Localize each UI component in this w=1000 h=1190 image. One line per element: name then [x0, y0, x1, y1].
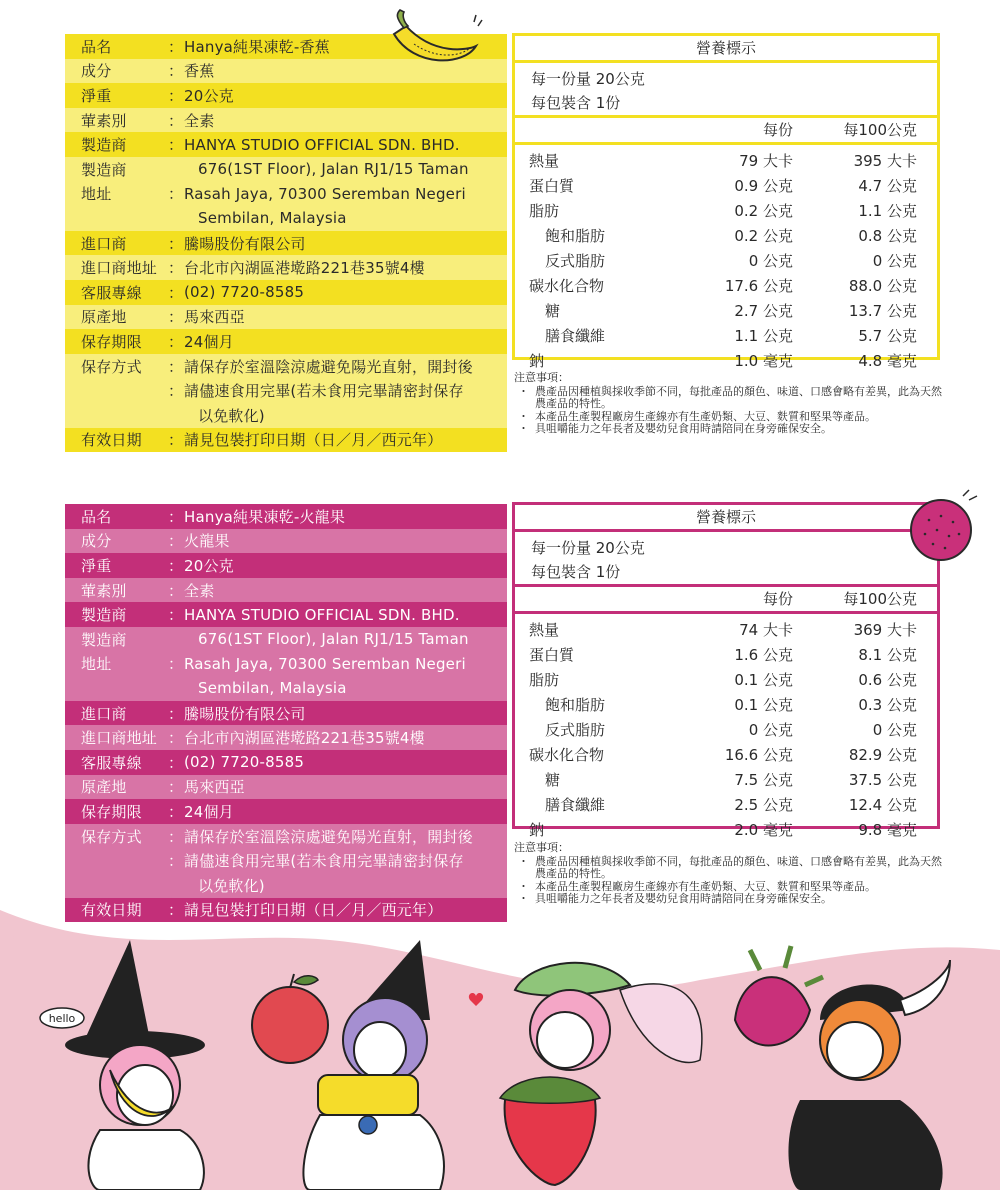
nutrient-per-100g: 9.8 毫克 — [858, 821, 917, 839]
info-label: 進口商 — [81, 704, 127, 723]
note-item — [514, 856, 944, 881]
info-colon: ： — [168, 62, 184, 81]
info-row — [65, 280, 507, 305]
nutrient-per-100g: 1.1 公克 — [858, 202, 917, 220]
nutrient-per-100g: 0.6 公克 — [858, 671, 917, 689]
notes-heading: 注意事項： — [514, 371, 569, 384]
info-label: 地址 — [81, 185, 112, 204]
banana-icon — [384, 6, 484, 68]
nutrient-per-serving: 0.1 公克 — [734, 671, 793, 689]
serving-size: 每一份量 20公克 — [531, 539, 645, 557]
header-per-serving: 每份 — [762, 590, 793, 608]
info-row — [65, 428, 507, 453]
info-colon: ： — [168, 532, 184, 551]
nutrient-per-100g: 0.8 公克 — [858, 227, 917, 245]
info-value: 台北市內湖區港墘路221巷35號4樓 — [184, 729, 425, 748]
nutrient-name: 膳食纖維 — [545, 796, 606, 814]
info-value: 香蕉 — [184, 62, 215, 81]
info-row — [65, 750, 507, 775]
info-value: HANYA STUDIO OFFICIAL SDN. BHD. — [184, 135, 460, 154]
info-row — [65, 602, 507, 627]
info-colon: ： — [168, 729, 184, 748]
note-text: 具咀嚼能力之年長者及嬰幼兒食用時請陪同在身旁確保安全。 — [535, 422, 832, 435]
info-label: 品名 — [81, 37, 112, 56]
info-value: 676(1ST Floor), Jalan RJ1/15 Taman — [198, 630, 469, 649]
info-label: 有效日期 — [81, 901, 142, 920]
info-value: Hanya純果凍乾-火龍果 — [184, 507, 346, 526]
info-label: 客服專線 — [81, 283, 142, 302]
nutrient-name: 脂肪 — [529, 202, 560, 220]
info-colon: ： — [168, 802, 184, 821]
nutrition-row — [515, 224, 937, 249]
info-value: Sembilan, Malaysia — [198, 679, 347, 698]
characters-illustration — [0, 900, 1000, 1190]
info-value: 請保存於室溫陰涼處避免陽光直射，開封後 — [184, 357, 473, 376]
info-row — [65, 206, 507, 231]
nutrient-per-100g: 82.9 公克 — [848, 746, 917, 764]
info-row — [65, 329, 507, 354]
nutrition-row — [515, 149, 937, 174]
nutrient-per-100g: 369 大卡 — [853, 621, 917, 639]
note-bullet: ・ — [518, 892, 529, 905]
nutrient-per-serving: 1.1 公克 — [734, 327, 793, 345]
info-value: 騰暘股份有限公司 — [184, 704, 306, 723]
nutrient-per-serving: 0 公克 — [748, 252, 793, 270]
nutrition-row — [515, 174, 937, 199]
apple-icon — [252, 987, 328, 1063]
note-bullet: ・ — [518, 879, 529, 893]
info-value: 請見包裝打印日期（日／月／西元年） — [184, 901, 443, 920]
info-row — [65, 652, 507, 677]
note-bullet: ・ — [518, 422, 529, 435]
nutrition-table-banana — [512, 33, 940, 370]
info-colon: ： — [168, 753, 184, 772]
info-colon: ： — [168, 827, 184, 846]
info-value: Rasah Jaya, 70300 Seremban Negeri — [184, 654, 466, 673]
info-row — [65, 378, 507, 403]
info-row — [65, 848, 507, 873]
info-value: 請保存於室溫陰涼處避免陽光直射，開封後 — [184, 827, 473, 846]
info-row — [65, 231, 507, 256]
note-text: 具咀嚼能力之年長者及嬰幼兒食用時請陪同在身旁確保安全。 — [535, 892, 832, 905]
servings-per-pack: 每包裝含 1份 — [531, 563, 621, 581]
nutrition-row — [515, 199, 937, 224]
nutrient-name: 鈉 — [529, 352, 545, 370]
info-row — [65, 701, 507, 726]
nutrition-row — [515, 718, 937, 743]
info-value: Sembilan, Malaysia — [198, 209, 347, 228]
nutrient-name: 碳水化合物 — [529, 277, 605, 295]
nutrient-name: 蛋白質 — [529, 646, 575, 664]
nutrient-per-serving: 2.7 公克 — [734, 302, 793, 320]
nutrient-per-100g: 88.0 公克 — [848, 277, 917, 295]
info-colon: ： — [168, 283, 184, 302]
info-colon: ： — [168, 382, 184, 401]
nutrient-per-serving: 7.5 公克 — [734, 771, 793, 789]
info-value: 24個月 — [184, 802, 234, 821]
nutrient-per-100g: 8.1 公克 — [858, 646, 917, 664]
info-value: 24個月 — [184, 332, 234, 351]
nutrient-name: 脂肪 — [529, 671, 560, 689]
info-row — [65, 873, 507, 898]
nutrient-per-serving: 79 大卡 — [739, 152, 793, 170]
nutrient-per-serving: 2.0 毫克 — [734, 821, 793, 839]
nutrient-per-100g: 37.5 公克 — [848, 771, 917, 789]
product-info-table-banana — [65, 34, 507, 452]
nutrition-row — [515, 349, 937, 374]
nutrition-title: 營養標示 — [695, 508, 756, 526]
info-label: 製造商 — [81, 606, 127, 625]
info-value: 請見包裝打印日期（日／月／西元年） — [184, 431, 443, 450]
nutrition-header — [515, 587, 937, 611]
nutrient-name: 碳水化合物 — [529, 746, 605, 764]
info-label: 製造商 — [81, 160, 127, 179]
nutrient-name: 鈉 — [529, 821, 545, 839]
nutrient-per-serving: 1.0 毫克 — [734, 352, 793, 370]
nutrient-per-100g: 12.4 公克 — [848, 796, 917, 814]
info-row — [65, 403, 507, 428]
info-row — [65, 354, 507, 379]
info-label: 保存方式 — [81, 827, 142, 846]
nutrient-per-serving: 0.2 公克 — [734, 227, 793, 245]
note-bullet: ・ — [518, 854, 529, 868]
nutrient-name: 糖 — [545, 302, 561, 320]
info-row — [65, 529, 507, 554]
info-colon: ： — [168, 111, 184, 130]
info-colon: ： — [168, 37, 184, 56]
info-colon: ： — [168, 852, 184, 871]
info-colon: ： — [168, 234, 184, 253]
info-colon: ： — [168, 556, 184, 575]
nutrition-row — [515, 618, 937, 643]
info-label: 成分 — [81, 62, 112, 81]
info-row — [65, 157, 507, 182]
notes-heading: 注意事項： — [514, 841, 569, 854]
nutrient-name: 蛋白質 — [529, 177, 575, 195]
header-per-100g: 每100公克 — [843, 590, 917, 608]
nutrient-per-100g: 0 公克 — [872, 252, 917, 270]
nutrient-per-serving: 17.6 公克 — [724, 277, 793, 295]
info-colon: ： — [168, 704, 184, 723]
info-row — [65, 578, 507, 603]
info-value: 以免軟化) — [198, 876, 265, 895]
nutrition-row — [515, 324, 937, 349]
info-row — [65, 305, 507, 330]
info-value: Hanya純果凍乾-香蕉 — [184, 37, 330, 56]
note-bullet: ・ — [518, 409, 529, 423]
info-label: 有效日期 — [81, 431, 142, 450]
dragonfruit-icon — [905, 486, 995, 566]
nutrition-header — [515, 118, 937, 142]
note-item — [514, 423, 944, 436]
header-per-serving: 每份 — [762, 121, 793, 139]
info-label: 進口商 — [81, 234, 127, 253]
info-value: 請儘速食用完畢(若未食用完畢請密封保存 — [184, 382, 464, 401]
info-colon: ： — [168, 86, 184, 105]
info-colon: ： — [168, 136, 184, 155]
info-value: 676(1ST Floor), Jalan RJ1/15 Taman — [198, 160, 469, 179]
info-label: 地址 — [81, 655, 112, 674]
nutrition-row — [515, 693, 937, 718]
info-row — [65, 553, 507, 578]
info-colon: ： — [168, 185, 184, 204]
nutrient-name: 反式脂肪 — [545, 252, 606, 270]
nutrient-per-serving: 1.6 公克 — [734, 646, 793, 664]
speech-bubble-text: hello — [48, 1012, 76, 1025]
info-value: (02) 7720-8585 — [184, 753, 305, 772]
nutrition-title: 營養標示 — [695, 39, 756, 57]
info-label: 保存期限 — [81, 332, 142, 351]
note-bullet: ・ — [518, 384, 529, 398]
nutrient-name: 糖 — [545, 771, 561, 789]
info-value: 馬來西亞 — [184, 308, 245, 327]
info-row — [65, 799, 507, 824]
nutrition-row — [515, 768, 937, 793]
info-label: 進口商地址 — [81, 729, 158, 748]
note-text: 農產品因種植與採收季節不同，每批產品的顏色、味道、口感會略有差異，此為天然農產品的特性。 — [535, 384, 942, 410]
nutrient-name: 飽和脂肪 — [545, 696, 606, 714]
info-row — [65, 676, 507, 701]
info-colon: ： — [168, 308, 184, 327]
info-row — [65, 83, 507, 108]
info-row — [65, 255, 507, 280]
note-text: 本產品生產製程廠房生產線亦有生產奶類、大豆、麩質和堅果等產品。 — [535, 879, 876, 893]
info-value: 騰暘股份有限公司 — [184, 234, 306, 253]
info-value: 台北市內湖區港墘路221巷35號4樓 — [184, 259, 425, 278]
info-colon: ： — [168, 901, 184, 920]
info-colon: ： — [168, 778, 184, 797]
info-colon: ： — [168, 507, 184, 526]
info-colon: ： — [168, 259, 184, 278]
nutrient-per-serving: 0.1 公克 — [734, 696, 793, 714]
info-value: 馬來西亞 — [184, 778, 245, 797]
info-colon: ： — [168, 606, 184, 625]
info-colon: ： — [168, 332, 184, 351]
serving-size: 每一份量 20公克 — [531, 70, 645, 88]
info-value: 全素 — [184, 111, 215, 130]
nutrient-name: 膳食纖維 — [545, 327, 606, 345]
info-row — [65, 132, 507, 157]
note-item — [514, 386, 944, 411]
info-label: 製造商 — [81, 630, 127, 649]
info-value: 20公克 — [184, 556, 234, 575]
nutrient-per-100g: 4.8 毫克 — [858, 352, 917, 370]
info-row — [65, 108, 507, 133]
info-label: 原產地 — [81, 778, 127, 797]
info-value: 以免軟化) — [198, 406, 265, 425]
nutrient-per-serving: 2.5 公克 — [734, 796, 793, 814]
nutrient-per-100g: 13.7 公克 — [848, 302, 917, 320]
header-blank — [515, 587, 705, 611]
info-value: (02) 7720-8585 — [184, 283, 305, 302]
info-row — [65, 725, 507, 750]
nutrient-name: 飽和脂肪 — [545, 227, 606, 245]
info-colon: ： — [168, 357, 184, 376]
info-label: 葷素別 — [81, 111, 127, 130]
nutrient-per-serving: 0.9 公克 — [734, 177, 793, 195]
info-label: 進口商地址 — [81, 259, 158, 278]
info-label: 製造商 — [81, 136, 127, 155]
info-value: 請儘速食用完畢(若未食用完畢請密封保存 — [184, 852, 464, 871]
nutrition-row — [515, 643, 937, 668]
info-row — [65, 627, 507, 652]
nutrient-per-100g: 395 大卡 — [853, 152, 917, 170]
info-colon: ： — [168, 431, 184, 450]
info-colon: ： — [168, 581, 184, 600]
info-value: Rasah Jaya, 70300 Seremban Negeri — [184, 184, 466, 203]
servings-per-pack: 每包裝含 1份 — [531, 94, 621, 112]
info-label: 原產地 — [81, 308, 127, 327]
info-label: 保存期限 — [81, 802, 142, 821]
nutrient-per-serving: 74 大卡 — [739, 621, 793, 639]
nutrient-name: 熱量 — [529, 621, 560, 639]
info-row — [65, 182, 507, 207]
info-label: 成分 — [81, 532, 112, 551]
nutrient-per-100g: 0.3 公克 — [858, 696, 917, 714]
info-value: HANYA STUDIO OFFICIAL SDN. BHD. — [184, 605, 460, 624]
info-label: 客服專線 — [81, 753, 142, 772]
info-label: 葷素別 — [81, 581, 127, 600]
nutrition-row — [515, 793, 937, 818]
product-info-table-dragonfruit — [65, 504, 507, 922]
info-label: 淨重 — [81, 556, 112, 575]
nutrient-per-100g: 5.7 公克 — [858, 327, 917, 345]
nutrition-row — [515, 743, 937, 768]
info-row — [65, 775, 507, 800]
info-label: 淨重 — [81, 86, 112, 105]
nutrition-row — [515, 818, 937, 843]
nutrition-table-dragonfruit — [512, 502, 940, 839]
nutrient-per-100g: 4.7 公克 — [858, 177, 917, 195]
notes-dragonfruit — [514, 842, 944, 906]
info-value: 20公克 — [184, 86, 234, 105]
nutrition-row — [515, 249, 937, 274]
note-text: 農產品因種植與採收季節不同，每批產品的顏色、味道、口感會略有差異，此為天然農產品的特性。 — [535, 854, 942, 880]
nutrient-per-100g: 0 公克 — [872, 721, 917, 739]
nutrition-row — [515, 299, 937, 324]
nutrient-name: 熱量 — [529, 152, 560, 170]
info-row — [65, 824, 507, 849]
notes-banana — [514, 372, 944, 436]
info-value: 火龍果 — [184, 532, 230, 551]
nutrient-per-serving: 16.6 公克 — [724, 746, 793, 764]
nutrient-name: 反式脂肪 — [545, 721, 606, 739]
info-row — [65, 504, 507, 529]
nutrient-per-serving: 0 公克 — [748, 721, 793, 739]
info-colon: ： — [168, 655, 184, 674]
info-value: 全素 — [184, 581, 215, 600]
info-label: 品名 — [81, 507, 112, 526]
nutrition-row — [515, 274, 937, 299]
nutrition-row — [515, 668, 937, 693]
header-blank — [515, 118, 705, 142]
note-text: 本產品生產製程廠房生產線亦有生產奶類、大豆、麩質和堅果等產品。 — [535, 409, 876, 423]
header-per-100g: 每100公克 — [843, 121, 917, 139]
nutrient-per-serving: 0.2 公克 — [734, 202, 793, 220]
info-label: 保存方式 — [81, 357, 142, 376]
